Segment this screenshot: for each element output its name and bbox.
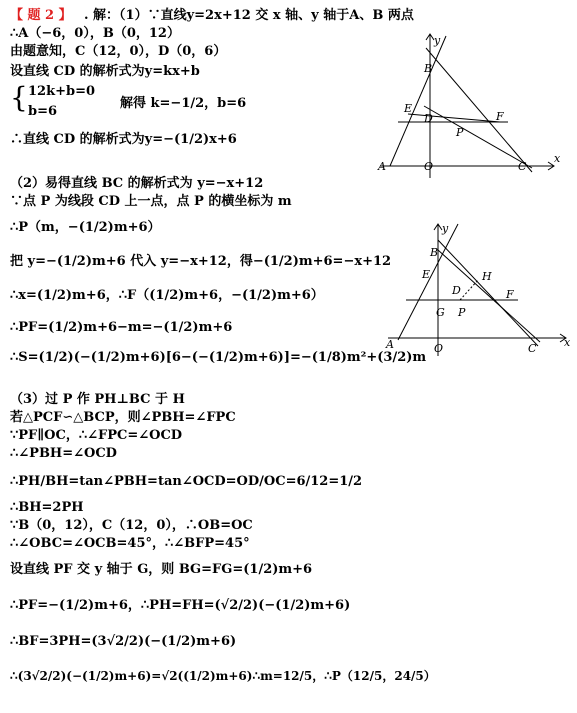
figure-label-C: C [528,342,537,355]
figure-label-B: B [424,62,433,75]
figure-label-D: D [424,112,433,125]
figure-2-labels [385,222,571,355]
solution-line: ∴P（m，−(1/2)m+6） [10,220,161,235]
solution-line: b=6 [28,104,58,119]
figure-label-x: x [554,152,561,165]
figure-label-x: x [564,336,571,349]
solution-line: 12k+b=0 [28,84,96,99]
solution-line: 把 y=−(1/2)m+6 代入 y=−x+12，得−(1/2)m+6=−x+12 [10,254,392,269]
solution-line: ∴直线 CD 的解析式为y=−(1/2)x+6 [10,132,237,147]
coordinate-figure-1 [368,30,568,180]
solution-line: 解得 k=−1/2，b=6 [120,96,247,111]
solution-line: 若△PCF∽△BCP，则∠PBH=∠FPC [10,410,236,425]
solution-line: ∴S=(1/2)(−(1/2)m+6)[6−(−(1/2)m+6)]=−(1/8)m²+(3/2)m [10,350,427,365]
solution-line: ∵PF∥OC，∴∠FPC=∠OCD [10,428,183,443]
solution-line: 由题意知，C（12，0），D（0，6） [10,44,227,59]
figure-label-F: F [506,288,514,301]
figure-label-P: P [456,126,464,139]
figure-label-A: A [386,338,394,351]
figure-label-G: G [436,306,445,319]
figure-label-E: E [404,102,413,115]
page-title: 【 题 2 】 [10,8,72,23]
solution-line: ∴(3√2/2)(−(1/2)m+6)=√2((1/2)m+6)∴m=12/5，∴P（12/5，24/5） [10,669,436,683]
equation-system-brace: { [10,81,28,114]
figure-label-D: D [452,284,461,297]
figure-label-A: A [378,160,386,173]
solution-line: （3）过 P 作 PH⊥BC 于 H [10,392,185,407]
figure-label-P: P [458,306,466,319]
figure-label-E: E [422,268,431,281]
solution-line: ∴PF=−(1/2)m+6，∴PH=FH=(√2/2)(−(1/2)m+6) [10,598,351,613]
solution-line: （2）易得直线 BC 的解析式为 y=−x+12 [10,176,264,191]
solution-line: 设直线 CD 的解析式为y=kx+b [10,64,200,79]
figure-label-C: C [518,160,527,173]
figure-label-F: F [496,110,504,123]
solution-line: ∴PH/BH=tan∠PBH=tan∠OCD=OD/OC=6/12=1/2 [10,474,363,489]
solution-line: 设直线 PF 交 y 轴于 G，则 BG=FG=(1/2)m+6 [10,562,313,577]
solution-line: ∴∠OBC=∠OCB=45°，∴∠BFP=45° [10,536,250,551]
figure-label-O: O [424,160,434,173]
figure-label-O: O [434,342,444,355]
solution-line: ∴x=(1/2)m+6，∴F（(1/2)m+6，−(1/2)m+6） [10,288,324,303]
solution-line: ∴BF=3PH=(3√2/2)(−(1/2)m+6) [10,634,237,649]
solution-line: ∴A（−6，0），B（0，12） [10,26,180,41]
solution-line: ∵B（0，12），C（12，0），∴OB=OC [10,518,253,533]
figure-label-H: H [482,270,492,283]
coordinate-figure-2 [378,220,577,360]
figure-label-y: y [442,222,449,235]
figure-label-y: y [434,34,441,47]
solution-line: ∵点 P 为线段 CD 上一点，点 P 的横坐标为 m [10,194,292,209]
solution-line: ∴BH=2PH [10,500,84,515]
solution-line: ∴PF=(1/2)m+6−m=−(1/2)m+6 [10,320,233,335]
figure-1-labels [377,34,561,173]
figure-label-B: B [430,246,439,259]
solution-line: ∴∠PBH=∠OCD [10,446,117,461]
solution-line: . 解：（1）∵直线y=2x+12 交 x 轴、y 轴于A、B 两点 [84,8,414,23]
